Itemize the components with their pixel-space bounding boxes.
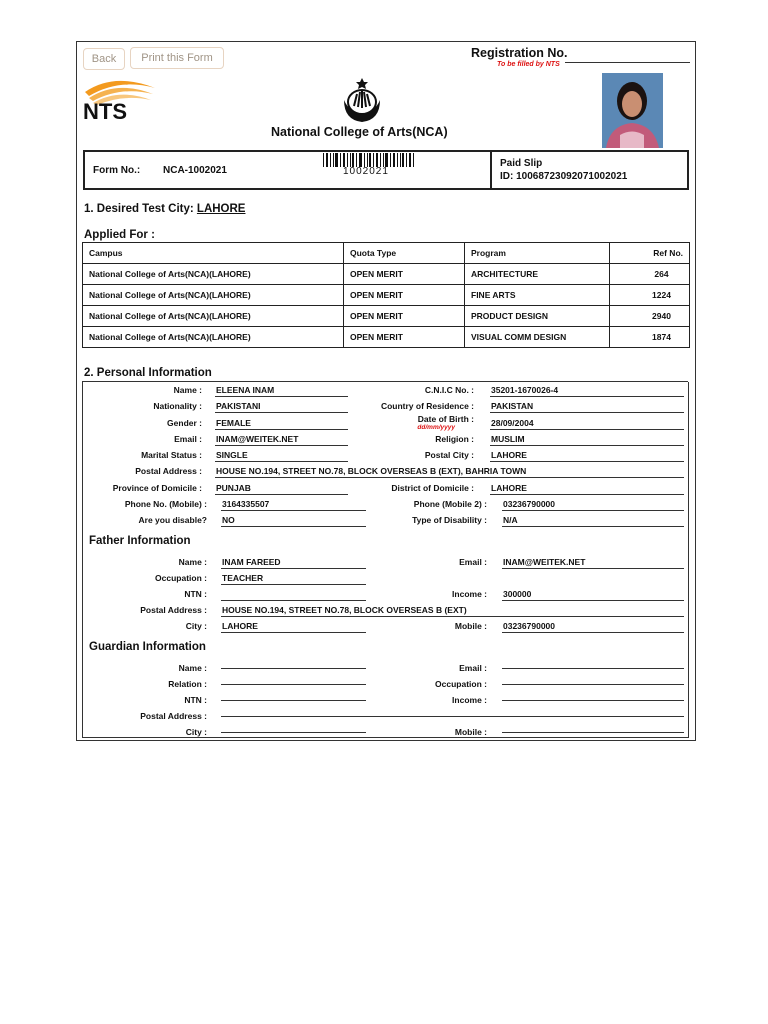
- father-income-value: 300000: [502, 588, 684, 601]
- guardian-occupation-line: [502, 684, 684, 685]
- province-value: PUNJAB: [215, 482, 348, 495]
- email-value: INAM@WEITEK.NET: [215, 433, 348, 446]
- guardian-mobile-line: [502, 732, 684, 733]
- header-quota-type: Quota Type: [344, 243, 465, 264]
- gender-label: Gender :: [167, 418, 202, 428]
- applied-for-title: Applied For :: [84, 229, 155, 241]
- guardian-name-line: [221, 668, 366, 669]
- disability-type-label: Type of Disability :: [412, 515, 487, 525]
- paid-slip-id: ID: 10068723092071002021: [500, 171, 628, 182]
- guardian-income-line: [502, 700, 684, 701]
- nationality-label: Nationality :: [153, 401, 202, 411]
- registration-form: [76, 41, 696, 741]
- registration-title: Registration No.: [471, 46, 568, 60]
- father-address-value: HOUSE NO.194, STREET NO.78, BLOCK OVERSEAS B (EXT): [221, 604, 684, 617]
- father-city-label: City :: [185, 621, 207, 631]
- cell-campus: National College of Arts(NCA)(LAHORE): [83, 327, 344, 348]
- personal-box-top: [82, 381, 688, 382]
- header-program: Program: [465, 243, 610, 264]
- father-email-label: Email :: [459, 557, 487, 567]
- guardian-address-line: [221, 716, 684, 717]
- cnic-value: 35201-1670026-4: [490, 384, 684, 397]
- paid-slip-label: Paid Slip: [500, 158, 543, 169]
- cell-quota: OPEN MERIT: [344, 285, 465, 306]
- father-ntn-value: [221, 588, 366, 601]
- cell-campus: National College of Arts(NCA)(LAHORE): [83, 264, 344, 285]
- nts-logo: [79, 70, 159, 126]
- disable-value: NO: [221, 514, 366, 527]
- desired-test-city: [84, 203, 245, 215]
- religion-label: Religion :: [435, 434, 474, 444]
- phone2-label: Phone (Mobile 2) :: [413, 499, 487, 509]
- cnic-label: C.N.I.C No. :: [424, 385, 474, 395]
- name-label: Name :: [173, 385, 202, 395]
- dob-value: 28/09/2004: [490, 417, 684, 430]
- marital-label: Marital Status :: [141, 450, 202, 460]
- district-label: District of Domicile :: [391, 483, 474, 493]
- province-label: Province of Domicile :: [112, 483, 202, 493]
- college-name: National College of Arts(NCA): [271, 125, 448, 139]
- father-address-label: Postal Address :: [140, 605, 207, 615]
- dob-label: Date of Birth :: [417, 414, 474, 424]
- guardian-mobile-label: Mobile :: [454, 727, 487, 737]
- registration-line: [565, 62, 690, 63]
- table-row: [83, 306, 690, 327]
- disability-type-value: N/A: [502, 514, 684, 527]
- barcode: [323, 153, 415, 167]
- guardian-relation-label: Relation :: [168, 679, 207, 689]
- cell-program: FINE ARTS: [465, 285, 610, 306]
- address-value: HOUSE NO.194, STREET NO.78, BLOCK OVERSEAS B (EXT), BAHRIA TOWN: [215, 465, 684, 478]
- father-income-label: Income :: [452, 589, 487, 599]
- postal-city-value: LAHORE: [490, 449, 684, 462]
- guardian-ntn-label: NTN :: [184, 695, 207, 705]
- back-button[interactable]: Back: [83, 48, 125, 70]
- cell-program: VISUAL COMM DESIGN: [465, 327, 610, 348]
- guardian-email-line: [502, 668, 684, 669]
- guardian-city-label: City :: [185, 727, 207, 737]
- form-number-box: [83, 150, 689, 190]
- father-ntn-label: NTN :: [184, 589, 207, 599]
- nts-logo-text: NTS: [83, 99, 127, 124]
- father-info-title: Father Information: [89, 535, 191, 547]
- cell-quota: OPEN MERIT: [344, 264, 465, 285]
- guardian-info-title: Guardian Information: [89, 641, 206, 653]
- cell-quota: OPEN MERIT: [344, 306, 465, 327]
- phone2-value: 03236790000: [502, 498, 684, 511]
- disable-label: Are you disable?: [138, 515, 207, 525]
- father-name-value: INAM FAREED: [221, 556, 366, 569]
- address-label: Postal Address :: [135, 466, 202, 476]
- table-row: [83, 285, 690, 306]
- father-city-value: LAHORE: [221, 620, 366, 633]
- father-mobile-label: Mobile :: [454, 621, 487, 631]
- cell-program: ARCHITECTURE: [465, 264, 610, 285]
- form-no-label: Form No.:: [93, 165, 141, 176]
- guardian-email-label: Email :: [459, 663, 487, 673]
- header-ref-no: Ref No.: [610, 243, 690, 264]
- phone1-value: 3164335507: [221, 498, 366, 511]
- test-city-value: LAHORE: [196, 203, 246, 215]
- guardian-ntn-line: [221, 700, 366, 701]
- name-value: ELEENA INAM: [215, 384, 348, 397]
- father-email-value: INAM@WEITEK.NET: [502, 556, 684, 569]
- header-campus: Campus: [83, 243, 344, 264]
- father-name-label: Name :: [178, 557, 207, 567]
- religion-value: MUSLIM: [490, 433, 684, 446]
- gender-value: FEMALE: [215, 417, 348, 430]
- father-mobile-value: 03236790000: [502, 620, 684, 633]
- personal-info-title: 2. Personal Information: [84, 367, 212, 379]
- dob-format: dd/mm/yyyy: [417, 424, 455, 431]
- test-city-label: . Desired Test City:: [90, 203, 197, 215]
- guardian-name-label: Name :: [178, 663, 207, 673]
- guardian-relation-line: [221, 684, 366, 685]
- cell-campus: National College of Arts(NCA)(LAHORE): [83, 306, 344, 327]
- residence-label: Country of Residence :: [380, 401, 474, 411]
- district-value: LAHORE: [490, 482, 684, 495]
- cell-ref: 1224: [610, 285, 690, 306]
- guardian-address-label: Postal Address :: [140, 711, 207, 721]
- guardian-income-label: Income :: [452, 695, 487, 705]
- test-city-number: 1: [84, 203, 91, 215]
- residence-value: PAKISTAN: [490, 400, 684, 413]
- applicant-photo: [602, 73, 663, 148]
- cell-campus: National College of Arts(NCA)(LAHORE): [83, 285, 344, 306]
- nationality-value: PAKISTANI: [215, 400, 348, 413]
- cell-ref: 264: [610, 264, 690, 285]
- form-no-value: NCA-1002021: [163, 165, 227, 176]
- table-row: [83, 264, 690, 285]
- table-header-row: [83, 243, 690, 264]
- form-box-divider: [490, 150, 492, 190]
- cell-ref: 1874: [610, 327, 690, 348]
- registration-note: To be filled by NTS: [497, 61, 560, 68]
- cell-ref: 2940: [610, 306, 690, 327]
- email-label: Email :: [174, 434, 202, 444]
- cell-quota: OPEN MERIT: [344, 327, 465, 348]
- barcode-text: 1002021: [343, 166, 389, 177]
- phone1-label: Phone No. (Mobile) :: [124, 499, 207, 509]
- father-occupation-label: Occupation :: [155, 573, 207, 583]
- father-occupation-value: TEACHER: [221, 572, 366, 585]
- guardian-city-line: [221, 732, 366, 733]
- guardian-occupation-label: Occupation :: [435, 679, 487, 689]
- nca-crest-icon: [339, 76, 385, 124]
- table-row: [83, 327, 690, 348]
- marital-value: SINGLE: [215, 449, 348, 462]
- cell-program: PRODUCT DESIGN: [465, 306, 610, 327]
- postal-city-label: Postal City :: [424, 450, 474, 460]
- print-form-button[interactable]: Print this Form: [130, 47, 224, 69]
- applied-for-table: [82, 242, 690, 348]
